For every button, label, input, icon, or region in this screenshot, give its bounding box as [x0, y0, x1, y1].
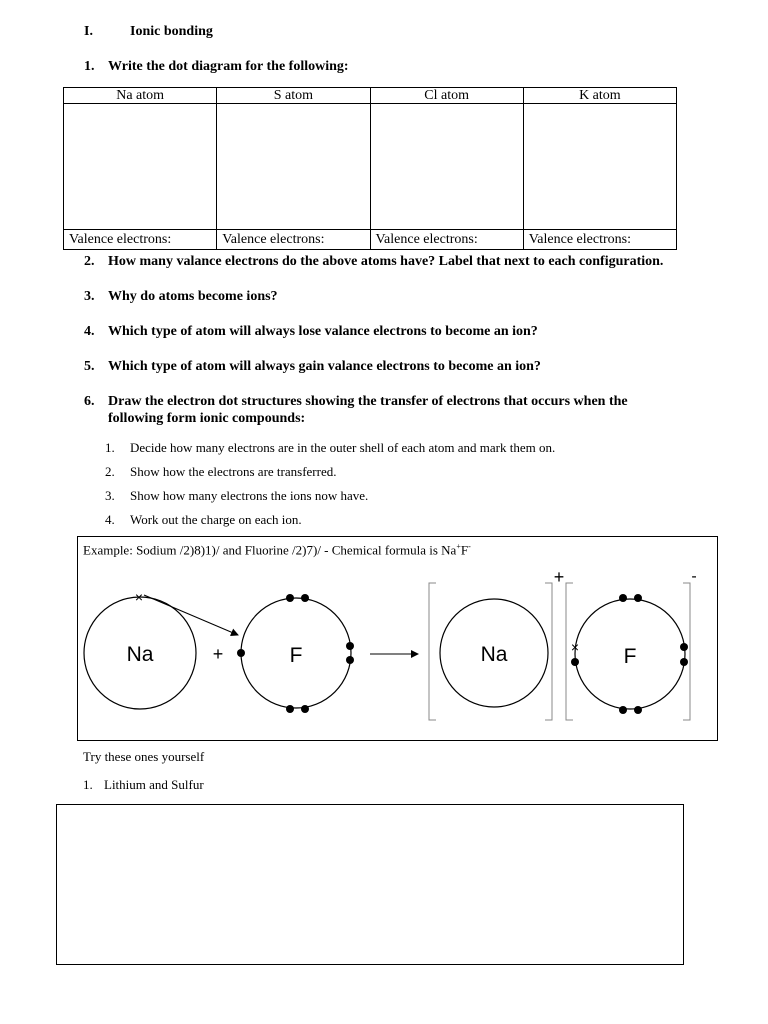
- drawing-cell-na[interactable]: [64, 104, 217, 230]
- f-ion-bracket-right: [683, 583, 690, 720]
- f-atom-label: F: [289, 644, 303, 667]
- f-ion-electron: [634, 706, 642, 714]
- example-label: Example: Sodium /2)8)1)/ and Fluorine /2)7)/ - Chemical formula is Na: [83, 542, 457, 558]
- f-electron: [346, 656, 354, 664]
- na-ion-label: Na: [480, 643, 508, 666]
- question-4-text: Which type of atom will always lose valance electrons to become an ion?: [108, 324, 538, 339]
- drawing-cell-cl[interactable]: [370, 104, 523, 230]
- header-k-atom: K atom: [523, 88, 676, 104]
- section-title: Ionic bonding: [130, 24, 213, 39]
- valence-label-cl: Valence electrons:: [370, 230, 523, 250]
- step-3-number: 3.: [105, 488, 115, 503]
- f-electron: [286, 705, 294, 713]
- f-ion-electron: [680, 643, 688, 651]
- step-4-number: 4.: [105, 512, 115, 527]
- electron-transfer-diagram: [78, 537, 717, 740]
- na-ion-charge: +: [553, 567, 565, 587]
- f-ion-electron: [571, 658, 579, 666]
- plus-sign: +: [212, 644, 224, 664]
- try-heading: Try these ones yourself: [83, 749, 205, 764]
- try-item-1-number: 1.: [83, 777, 93, 792]
- f-ion-electron: [619, 706, 627, 714]
- formula-f: F: [460, 542, 469, 558]
- try-item-1-text: Lithium and Sulfur: [104, 777, 204, 792]
- question-6-number: 6.: [84, 394, 95, 409]
- step-1-number: 1.: [105, 440, 115, 455]
- example-box: [77, 536, 718, 741]
- f-ion-transferred-cross: ×: [570, 639, 580, 655]
- header-na-atom: Na atom: [64, 88, 217, 104]
- question-3-text: Why do atoms become ions?: [108, 289, 278, 304]
- question-4-number: 4.: [84, 324, 95, 339]
- na-atom-label: Na: [126, 643, 154, 666]
- f-electron: [301, 594, 309, 602]
- step-2-text: Show how the electrons are transferred.: [130, 464, 337, 479]
- f-charge-sup: -: [468, 542, 471, 551]
- f-electron: [286, 594, 294, 602]
- step-4-text: Work out the charge on each ion.: [130, 512, 302, 527]
- na-electron-cross: ×: [134, 589, 144, 605]
- valence-label-s: Valence electrons:: [217, 230, 370, 250]
- question-6-text-line2: following form ionic compounds:: [108, 411, 306, 426]
- step-1-text: Decide how many electrons are in the outer shell of each atom and mark them on.: [130, 440, 556, 455]
- f-ion-label: F: [623, 645, 637, 668]
- section-number: I.: [84, 24, 93, 39]
- f-electron: [237, 649, 245, 657]
- question-1-text: Write the dot diagram for the following:: [108, 59, 349, 74]
- f-electron: [346, 642, 354, 650]
- f-ion-electron: [634, 594, 642, 602]
- f-ion-charge: -: [691, 568, 697, 585]
- valence-label-k: Valence electrons:: [523, 230, 676, 250]
- f-electron: [301, 705, 309, 713]
- step-3-text: Show how many electrons the ions now have.: [130, 488, 369, 503]
- question-5-number: 5.: [84, 359, 95, 374]
- question-6-text-line1: Draw the electron dot structures showing the transfer of electrons that occurs when the: [108, 394, 628, 409]
- question-2-number: 2.: [84, 254, 95, 269]
- header-s-atom: S atom: [217, 88, 370, 104]
- header-cl-atom: Cl atom: [370, 88, 523, 104]
- question-2-text: How many valance electrons do the above atoms have? Label that next to each configuration.: [108, 254, 664, 269]
- dot-diagram-table: [63, 87, 677, 250]
- step-2-number: 2.: [105, 464, 115, 479]
- drawing-cell-k[interactable]: [523, 104, 676, 230]
- valence-label-na: Valence electrons:: [64, 230, 217, 250]
- question-1-number: 1.: [84, 59, 95, 74]
- na-charge-sup: +: [456, 542, 461, 551]
- f-ion-electron: [680, 658, 688, 666]
- drawing-cell-s[interactable]: [217, 104, 370, 230]
- question-5-text: Which type of atom will always gain valance electrons to become an ion?: [108, 359, 541, 374]
- na-ion-bracket-left: [429, 583, 436, 720]
- answer-box[interactable]: [56, 804, 684, 965]
- f-ion-electron: [619, 594, 627, 602]
- question-3-number: 3.: [84, 289, 95, 304]
